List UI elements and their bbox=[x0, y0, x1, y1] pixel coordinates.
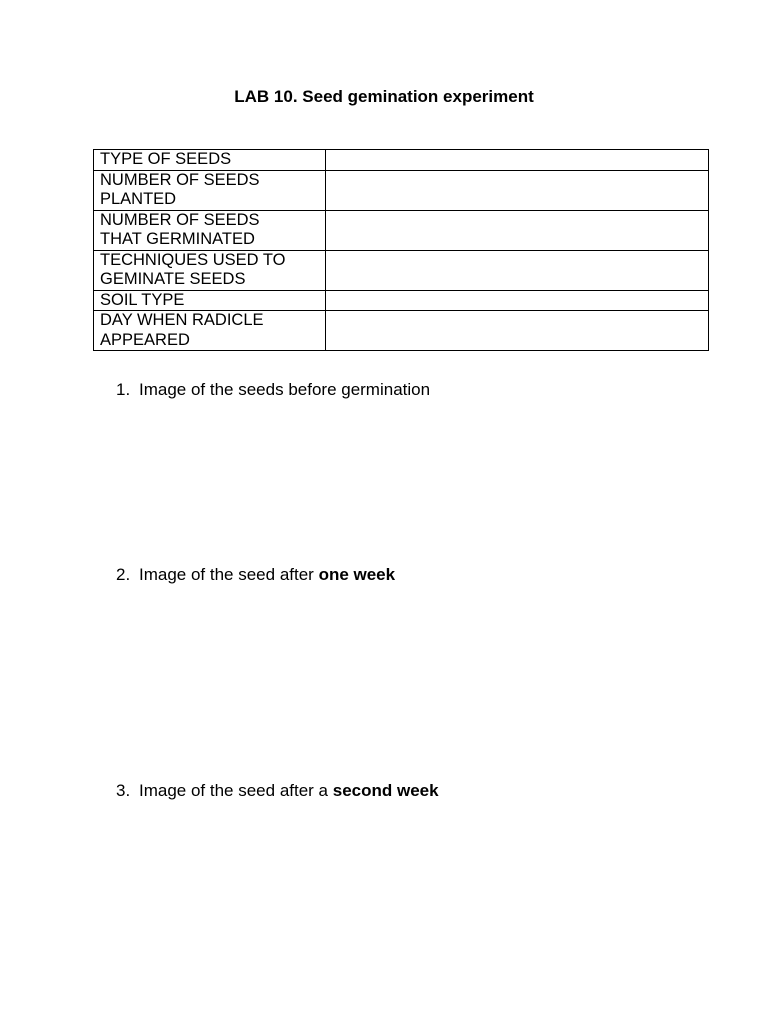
item-number: 1. bbox=[116, 380, 131, 399]
row-value-number-planted bbox=[326, 170, 709, 210]
label-text: TYPE OF SEEDS bbox=[100, 150, 232, 168]
row-label-techniques bbox=[94, 250, 326, 290]
label-line: DAY WHEN RADICLE bbox=[100, 311, 264, 329]
label-line: NUMBER OF SEEDS bbox=[100, 210, 260, 229]
label-line: GEMINATE SEEDS bbox=[100, 270, 246, 288]
item-number: 2. bbox=[116, 565, 131, 584]
item-text: Image of the seed after a bbox=[139, 781, 333, 800]
row-value-techniques bbox=[326, 250, 709, 290]
label-text: SOIL TYPE bbox=[100, 290, 185, 309]
table-row bbox=[94, 150, 709, 171]
table-row bbox=[94, 210, 709, 250]
row-label-soil-type bbox=[94, 290, 326, 311]
list-item bbox=[116, 781, 439, 801]
document-title: LAB 10. Seed gemination experiment bbox=[234, 87, 534, 106]
label-line: APPEARED bbox=[100, 330, 190, 349]
table-row bbox=[94, 290, 709, 311]
item-bold-text: one week bbox=[318, 565, 396, 584]
label-line: NUMBER OF SEEDS bbox=[100, 170, 260, 189]
seed-info-table bbox=[93, 149, 709, 351]
row-value-soil-type bbox=[326, 290, 709, 311]
row-label-number-germinated bbox=[94, 210, 326, 250]
list-item bbox=[116, 380, 430, 400]
row-label-number-planted bbox=[94, 170, 326, 210]
row-value-radicle-day bbox=[326, 311, 709, 351]
list-item bbox=[116, 565, 395, 585]
table-row bbox=[94, 311, 709, 351]
item-number: 3. bbox=[116, 781, 131, 800]
table-row bbox=[94, 250, 709, 290]
item-bold-text: second week bbox=[332, 781, 439, 800]
item-text: Image of the seed after bbox=[139, 565, 319, 584]
row-value-type-of-seeds bbox=[326, 150, 709, 171]
label-line: TECHNIQUES USED TO bbox=[100, 250, 286, 269]
label-line: PLANTED bbox=[100, 190, 177, 208]
row-value-number-germinated bbox=[326, 210, 709, 250]
label-line: THAT GERMINATED bbox=[100, 230, 255, 248]
row-label-radicle-day bbox=[94, 311, 326, 351]
row-label-type-of-seeds bbox=[94, 150, 326, 171]
item-text: Image of the seeds before germination bbox=[139, 380, 431, 399]
table-row bbox=[94, 170, 709, 210]
